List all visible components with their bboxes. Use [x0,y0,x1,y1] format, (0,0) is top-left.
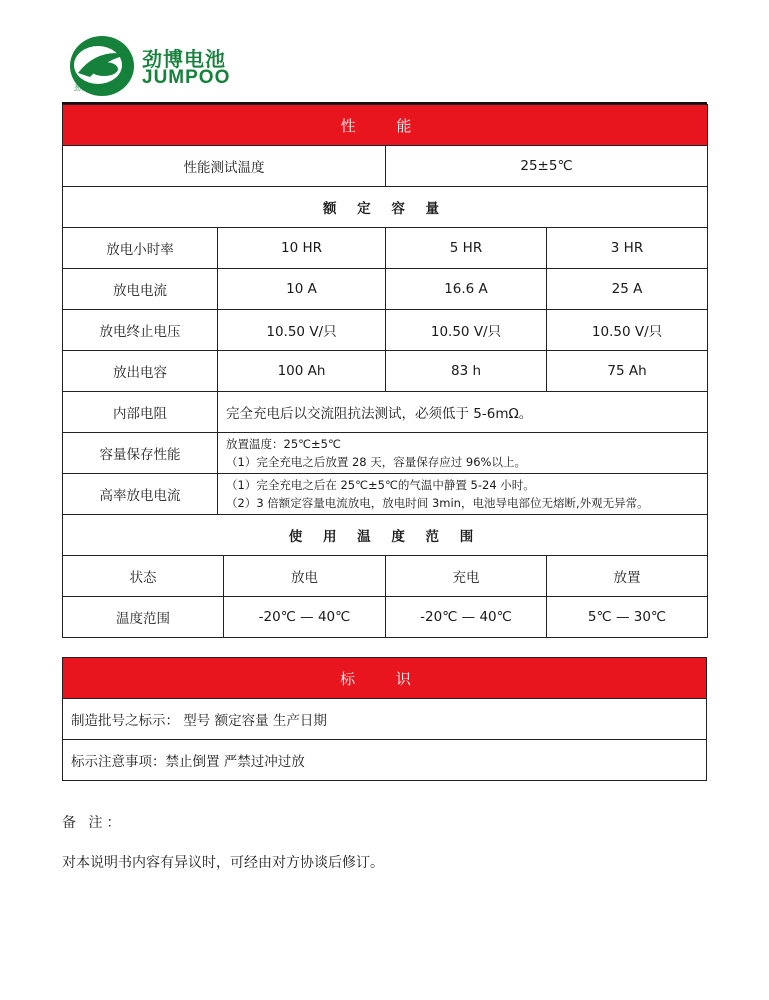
performance-table [62,104,708,638]
retention-line-2: （1）完全充电之后放置 28 天，容量保存应过 96%以上。 [226,455,526,469]
internal-resistance-label: 内部电阻 [63,392,218,433]
high-rate-text [218,474,708,515]
high-rate-line-2: （2）3 倍额定容量电流放电，放电时间 3min，电池导电部位无熔断,外观无异常。 [226,496,649,510]
row-value: 10.50 V/只 [386,310,547,351]
table-row [63,556,708,597]
row-label: 放电电流 [63,269,218,310]
high-rate-line-1: （1）完全充电之后在 25℃±5℃的气温中静置 5-24 小时。 [226,478,535,492]
logo-small-text: 劲博电池 [74,84,102,92]
state-storage: 放置 [547,556,708,597]
notes-title: 备 注： [62,815,125,831]
temp-storage: 5℃ — 30℃ [547,597,708,638]
row-label: 放出电容 [63,351,218,392]
state-label: 状态 [63,556,224,597]
row-value: 5 HR [386,228,547,269]
high-rate-label: 高率放电电流 [63,474,218,515]
state-charge: 充电 [386,556,547,597]
test-temp-label: 性能测试温度 [63,146,386,187]
temp-discharge: -20℃ — 40℃ [224,597,386,638]
company-logo [68,33,248,99]
retention-text [218,433,708,474]
internal-resistance-text: 完全充电后以交流阻抗法测试，必须低于 5-6mΩ。 [218,392,708,433]
row-value: 10 A [218,269,386,310]
table-row [63,310,708,351]
notes-body: 对本说明书内容有异议时，可经由对方协谈后修订。 [62,855,384,871]
row-value: 75 Ah [547,351,708,392]
table-row [63,597,708,638]
table-row [63,351,708,392]
retention-label: 容量保存性能 [63,433,218,474]
caution-marking-text: 标示注意事项：禁止倒置 严禁过冲过放 [63,740,707,781]
marking-header: 标 识 [63,658,707,699]
marking-table [62,657,707,781]
row-value: 10.50 V/只 [547,310,708,351]
rated-capacity-title: 额 定 容 量 [63,187,708,228]
logo-chinese-name: 劲博电池 [142,47,226,71]
state-discharge: 放电 [224,556,386,597]
batch-marking-text: 制造批号之标示： 型号 额定容量 生产日期 [63,699,707,740]
row-value: 3 HR [547,228,708,269]
temp-charge: -20℃ — 40℃ [386,597,547,638]
row-value: 83 h [386,351,547,392]
table-row [63,269,708,310]
logo-english-name: JUMPOO [142,67,231,88]
temp-range-label: 温度范围 [63,597,224,638]
test-temp-value: 25±5℃ [386,146,708,187]
row-label: 放电小时率 [63,228,218,269]
usage-temp-title: 使 用 温 度 范 围 [63,515,708,556]
row-value: 25 A [547,269,708,310]
row-label: 放电终止电压 [63,310,218,351]
performance-header: 性 能 [63,105,708,146]
row-value: 10.50 V/只 [218,310,386,351]
row-value: 100 Ah [218,351,386,392]
row-value: 10 HR [218,228,386,269]
retention-line-1: 放置温度：25℃±5℃ [226,437,341,451]
row-value: 16.6 A [386,269,547,310]
table-row [63,228,708,269]
